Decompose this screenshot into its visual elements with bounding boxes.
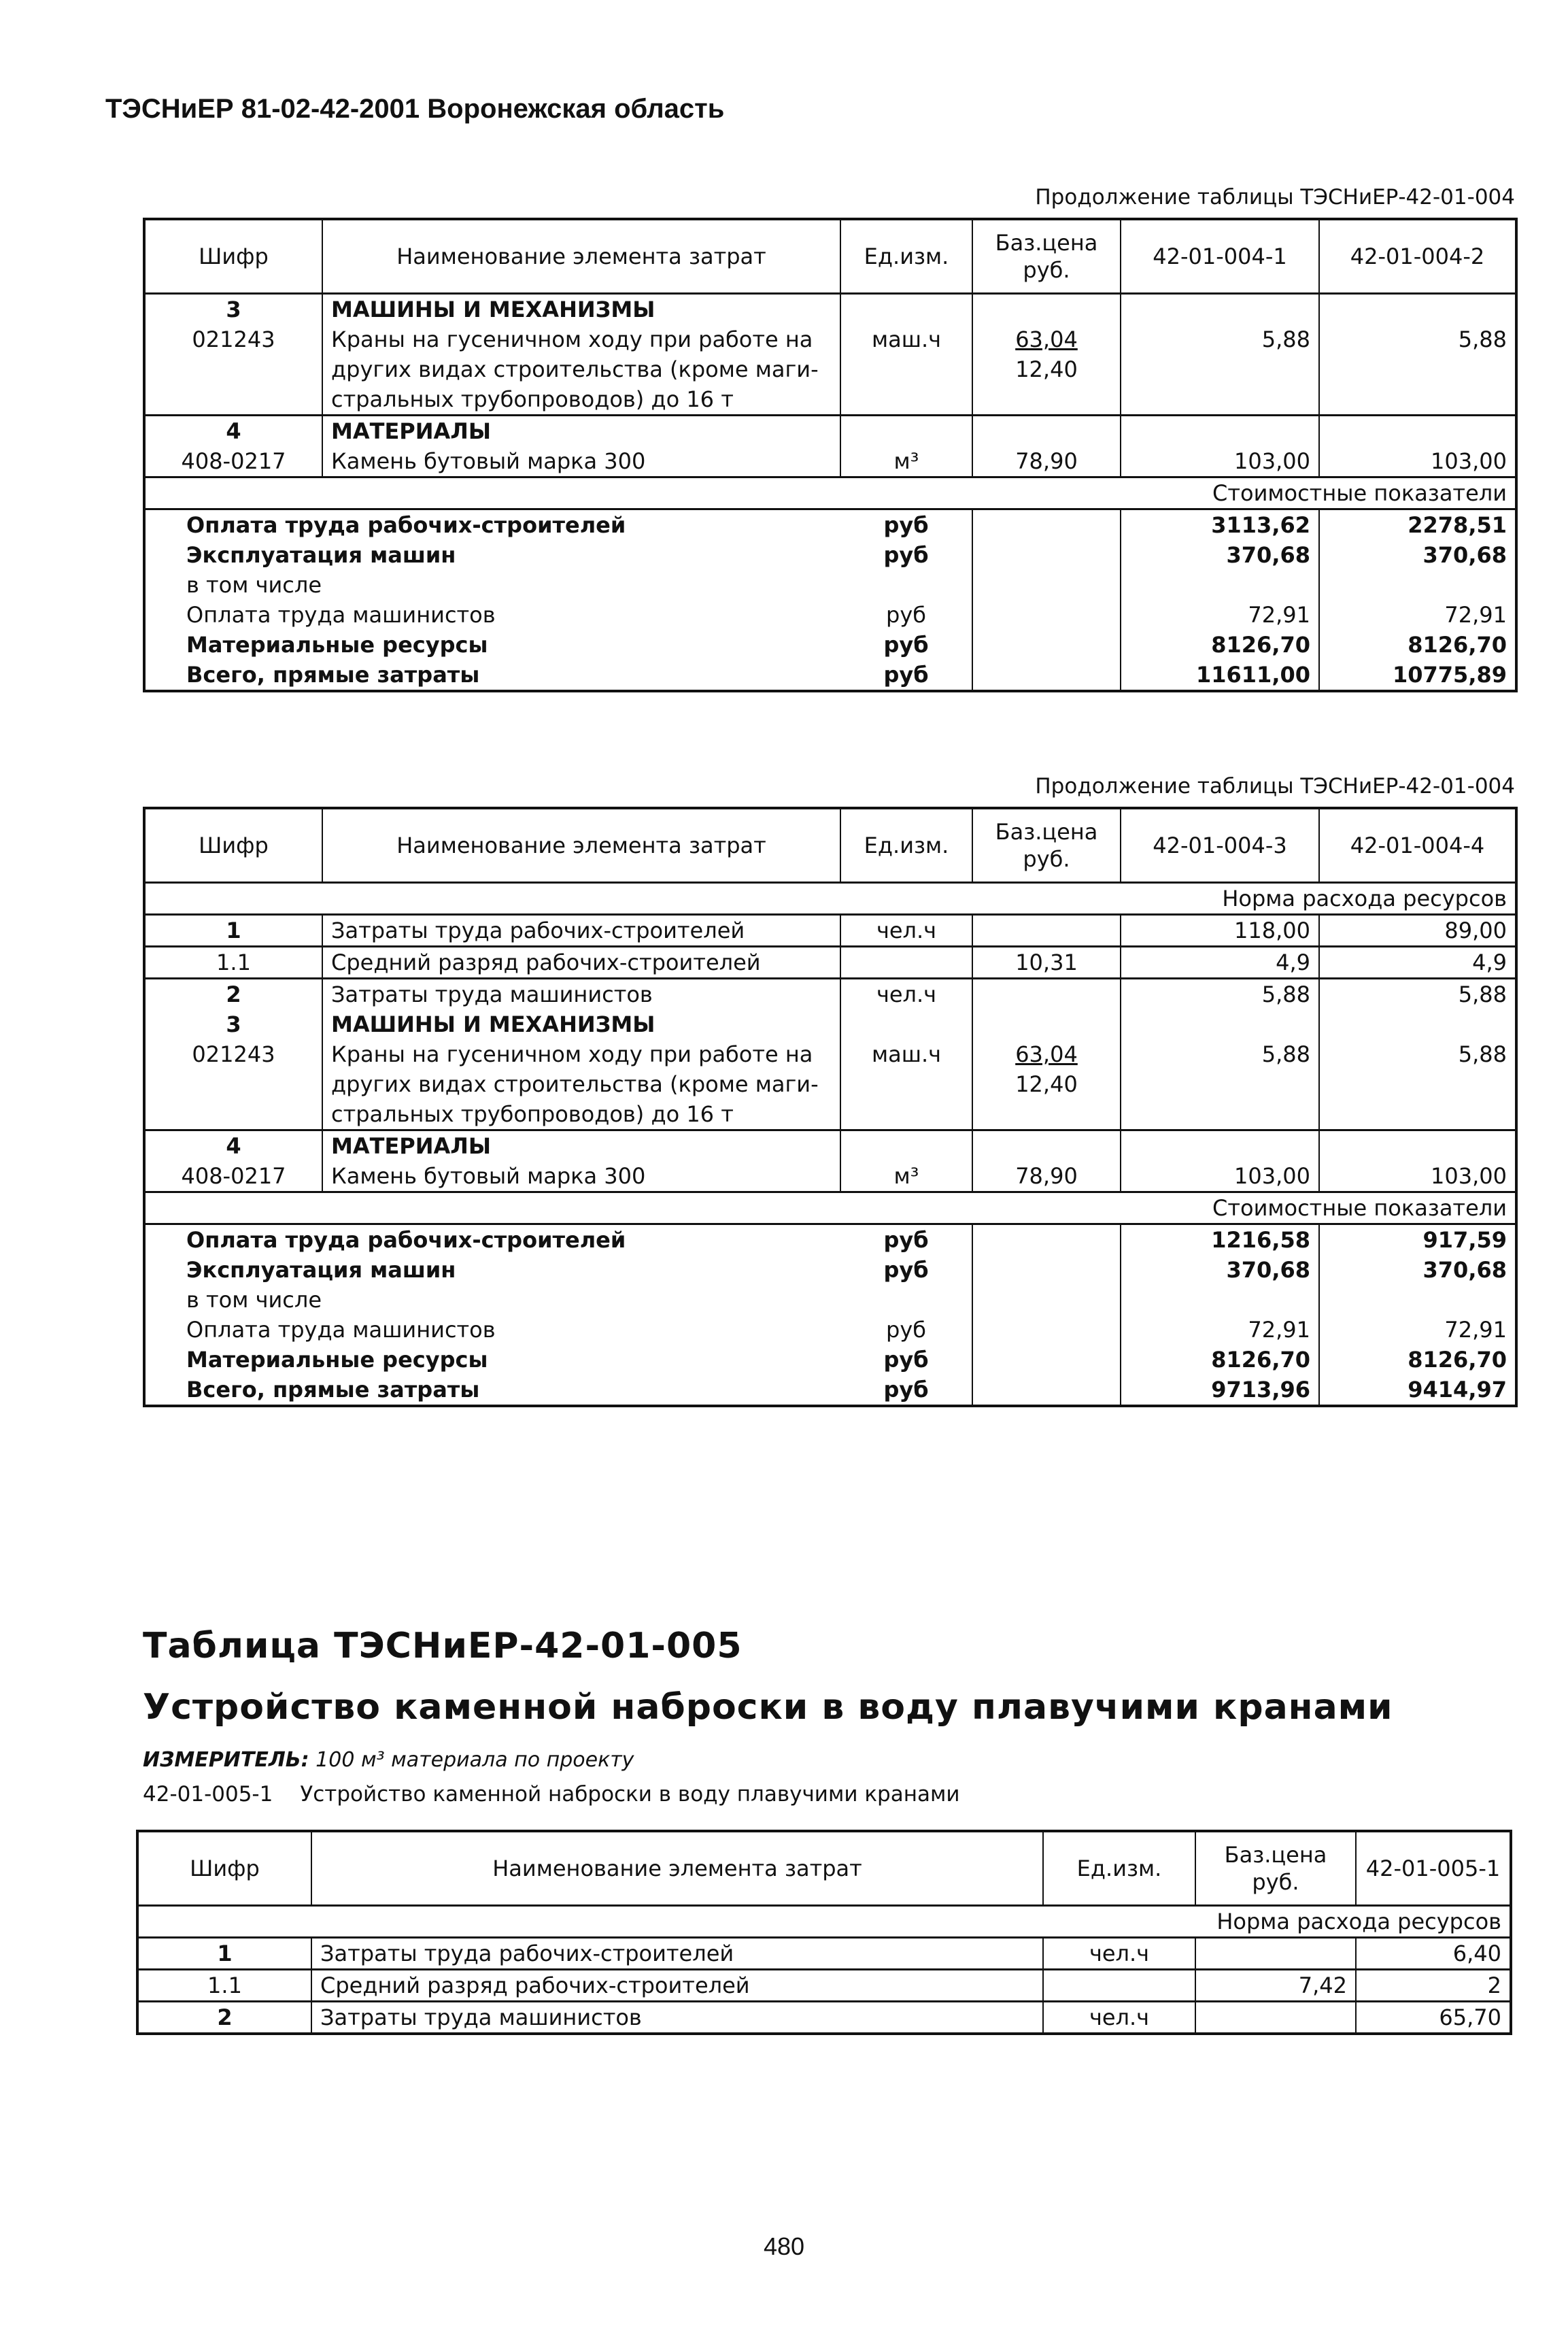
row-unit: м³ xyxy=(840,446,972,477)
row-price-secondary: 12,40 xyxy=(1015,1071,1078,1097)
row-value: 2 xyxy=(1356,1970,1511,2002)
summary-value: 72,91 xyxy=(1121,1315,1319,1345)
summary-value: 72,91 xyxy=(1121,600,1319,630)
summary-row xyxy=(144,1315,1516,1345)
summary-value: 3113,62 xyxy=(1121,509,1319,541)
row-name: Затраты труда рабочих-строителей xyxy=(311,1938,1043,1970)
col-header: Шифр xyxy=(144,808,322,883)
table-row xyxy=(137,1970,1511,2002)
band-label: Стоимостные показатели xyxy=(144,477,1516,509)
row-unit: чел.ч xyxy=(840,915,972,947)
row-price xyxy=(972,915,1121,947)
summary-value: 8126,70 xyxy=(1121,1345,1319,1375)
row-value: 5,88 xyxy=(1121,979,1319,1010)
summary-value: 72,91 xyxy=(1319,600,1516,630)
row-value: 89,00 xyxy=(1319,915,1516,947)
row-price: 78,90 xyxy=(972,1161,1121,1192)
row-unit xyxy=(840,947,972,979)
summary-value: 9713,96 xyxy=(1121,1375,1319,1406)
table-row xyxy=(144,324,1516,416)
summary-label: Всего, прямые затраты xyxy=(144,1375,840,1406)
summary-label: Оплата труда машинистов xyxy=(144,600,840,630)
row-code: 3 xyxy=(144,1009,322,1039)
col-header: 42-01-004-4 xyxy=(1319,808,1516,883)
page-number: 480 xyxy=(763,2232,805,2260)
page-header: ТЭСНиЕР 81-02-42-2001 Воронежская область xyxy=(105,94,725,124)
summary-unit: руб xyxy=(886,1317,926,1343)
row-code: 1 xyxy=(144,915,322,947)
row-unit: чел.ч xyxy=(1043,2002,1195,2034)
row-value: 65,70 xyxy=(1356,2002,1511,2034)
summary-value: 370,68 xyxy=(1319,1255,1516,1285)
summary-row xyxy=(144,630,1516,660)
summary-value: 10775,89 xyxy=(1319,660,1516,691)
row-price xyxy=(1195,2002,1356,2034)
table3 xyxy=(136,1830,1512,2035)
summary-value: 8126,70 xyxy=(1319,1345,1516,1375)
table1-header-row xyxy=(144,219,1516,294)
col-header: Баз.цена руб. xyxy=(972,808,1121,883)
summary-row xyxy=(144,660,1516,691)
table-row xyxy=(144,1009,1516,1039)
summary-unit: руб xyxy=(883,512,929,538)
row-price: 10,31 xyxy=(972,947,1121,979)
section-code: 42-01-005-1 xyxy=(143,1782,273,1807)
summary-value: 8126,70 xyxy=(1319,630,1516,660)
summary-label: Эксплуатация машин xyxy=(144,1255,840,1285)
col-header: Ед.изм. xyxy=(1043,1831,1195,1906)
row-name: МАШИНЫ И МЕХАНИЗМЫ xyxy=(322,294,840,325)
table-row xyxy=(144,1039,1516,1130)
table2-continuation: Продолжение таблицы ТЭСНиЕР-42-01-004 xyxy=(1035,774,1515,799)
summary-row xyxy=(144,509,1516,541)
band-row xyxy=(137,1906,1511,1938)
row-value: 5,88 xyxy=(1121,1039,1319,1130)
row-price xyxy=(972,979,1121,1010)
row-name: Камень бутовый марка 300 xyxy=(322,446,840,477)
row-value: 5,88 xyxy=(1319,1039,1516,1130)
col-header: Ед.изм. xyxy=(840,808,972,883)
row-price: 7,42 xyxy=(1195,1970,1356,2002)
band-label: Стоимостные показатели xyxy=(144,1192,1516,1224)
row-name: Средний разряд рабочих-строителей xyxy=(322,947,840,979)
summary-row xyxy=(144,1375,1516,1406)
summary-unit: руб xyxy=(886,602,926,628)
row-code: 021243 xyxy=(144,1039,322,1130)
table1 xyxy=(143,218,1518,692)
summary-row xyxy=(144,540,1516,570)
section-code-desc: Устройство каменной наброски в воду плавучими кранами xyxy=(300,1782,960,1807)
row-code: 1.1 xyxy=(144,947,322,979)
table-row xyxy=(144,294,1516,325)
row-price-secondary: 12,40 xyxy=(1015,356,1078,382)
summary-row xyxy=(144,1285,1516,1315)
col-header: Наименование элемента затрат xyxy=(311,1831,1043,1906)
row-name: Камень бутовый марка 300 xyxy=(322,1161,840,1192)
table2-header-row xyxy=(144,808,1516,883)
row-name: МАТЕРИАЛЫ xyxy=(322,1130,840,1162)
table-row xyxy=(144,416,1516,447)
row-code: 021243 xyxy=(144,324,322,416)
row-code: 4 xyxy=(144,416,322,447)
row-value: 4,9 xyxy=(1319,947,1516,979)
row-unit: м³ xyxy=(840,1161,972,1192)
col-header: Баз.цена руб. xyxy=(1195,1831,1356,1906)
summary-value: 370,68 xyxy=(1121,1255,1319,1285)
row-value: 5,88 xyxy=(1121,324,1319,416)
band-row xyxy=(144,883,1516,915)
row-price: 63,04 xyxy=(1015,1041,1078,1067)
section-meter xyxy=(143,1748,634,1772)
summary-label: Оплата труда рабочих-строителей xyxy=(144,1224,840,1256)
summary-row xyxy=(144,600,1516,630)
row-name: Краны на гусеничном ходу при работе на других видах строительства (кроме маги-стральных трубопроводов) до 16 т xyxy=(322,324,840,416)
summary-row xyxy=(144,1345,1516,1375)
col-header: 42-01-004-1 xyxy=(1121,219,1319,294)
row-code: 3 xyxy=(144,294,322,325)
row-name: Затраты труда машинистов xyxy=(311,2002,1043,2034)
row-unit: маш.ч xyxy=(840,324,972,416)
col-header: 42-01-004-3 xyxy=(1121,808,1319,883)
summary-label: Материальные ресурсы xyxy=(144,630,840,660)
summary-unit: руб xyxy=(883,542,929,568)
summary-row xyxy=(144,570,1516,600)
band-row xyxy=(144,477,1516,509)
col-header: Наименование элемента затрат xyxy=(322,808,840,883)
col-header: Наименование элемента затрат xyxy=(322,219,840,294)
row-value: 6,40 xyxy=(1356,1938,1511,1970)
row-name: Краны на гусеничном ходу при работе на других видах строительства (кроме маги-стральных трубопроводов) до 16 т xyxy=(322,1039,840,1130)
band-label: Норма расхода ресурсов xyxy=(137,1906,1511,1938)
col-header: Шифр xyxy=(144,219,322,294)
col-header: 42-01-004-2 xyxy=(1319,219,1516,294)
summary-label: Эксплуатация машин xyxy=(144,540,840,570)
table-row xyxy=(144,979,1516,1010)
table-row xyxy=(144,446,1516,477)
row-unit: чел.ч xyxy=(840,979,972,1010)
table-row xyxy=(144,947,1516,979)
section-subtitle: Устройство каменной наброски в воду плавучими кранами xyxy=(143,1687,1393,1728)
table-row xyxy=(137,1938,1511,1970)
row-value: 5,88 xyxy=(1319,979,1516,1010)
row-name: МАТЕРИАЛЫ xyxy=(322,416,840,447)
row-code: 4 xyxy=(144,1130,322,1162)
summary-row xyxy=(144,1224,1516,1256)
row-code: 2 xyxy=(144,979,322,1010)
row-value: 5,88 xyxy=(1319,324,1516,416)
row-value: 103,00 xyxy=(1319,446,1516,477)
summary-value: 370,68 xyxy=(1121,540,1319,570)
table1-continuation: Продолжение таблицы ТЭСНиЕР-42-01-004 xyxy=(1035,185,1515,209)
col-header: Шифр xyxy=(137,1831,311,1906)
summary-row xyxy=(144,1255,1516,1285)
meter-value: 100 м³ материала по проекту xyxy=(316,1748,634,1772)
summary-label: Материальные ресурсы xyxy=(144,1345,840,1375)
table-row xyxy=(144,915,1516,947)
row-code: 1.1 xyxy=(137,1970,311,2002)
table3-header-row xyxy=(137,1831,1511,1906)
summary-value: 9414,97 xyxy=(1319,1375,1516,1406)
row-price xyxy=(1195,1938,1356,1970)
row-value: 103,00 xyxy=(1121,1161,1319,1192)
row-price: 78,90 xyxy=(972,446,1121,477)
col-header: Баз.цена руб. xyxy=(972,219,1121,294)
section-code-line xyxy=(143,1782,960,1807)
meter-label: ИЗМЕРИТЕЛЬ: xyxy=(143,1748,309,1772)
summary-value: 370,68 xyxy=(1319,540,1516,570)
summary-unit: руб xyxy=(883,1227,929,1253)
summary-label: в том числе xyxy=(144,1285,840,1315)
band-row xyxy=(144,1192,1516,1224)
row-unit: чел.ч xyxy=(1043,1938,1195,1970)
summary-label: Оплата труда рабочих-строителей xyxy=(144,509,840,541)
band-label: Норма расхода ресурсов xyxy=(144,883,1516,915)
summary-unit: руб xyxy=(883,1257,929,1283)
summary-label: в том числе xyxy=(144,570,840,600)
summary-unit: руб xyxy=(840,660,972,691)
row-unit xyxy=(1043,1970,1195,2002)
summary-value: 8126,70 xyxy=(1121,630,1319,660)
table-row xyxy=(144,1130,1516,1162)
section-table-title: Таблица ТЭСНиЕР-42-01-005 xyxy=(143,1626,743,1666)
summary-value: 11611,00 xyxy=(1121,660,1319,691)
row-unit: маш.ч xyxy=(840,1039,972,1130)
col-header: Ед.изм. xyxy=(840,219,972,294)
row-value: 118,00 xyxy=(1121,915,1319,947)
row-code: 408-0217 xyxy=(144,1161,322,1192)
row-value: 103,00 xyxy=(1319,1161,1516,1192)
summary-value: 1216,58 xyxy=(1121,1224,1319,1256)
row-code: 408-0217 xyxy=(144,446,322,477)
row-code: 1 xyxy=(137,1938,311,1970)
row-code: 2 xyxy=(137,2002,311,2034)
summary-label: Всего, прямые затраты xyxy=(144,660,840,691)
summary-label: Оплата труда машинистов xyxy=(144,1315,840,1345)
row-name: МАШИНЫ И МЕХАНИЗМЫ xyxy=(322,1009,840,1039)
summary-value: 72,91 xyxy=(1319,1315,1516,1345)
row-price: 63,04 xyxy=(1015,326,1078,352)
summary-unit: руб xyxy=(883,632,929,658)
row-name: Средний разряд рабочих-строителей xyxy=(311,1970,1043,2002)
col-header: 42-01-005-1 xyxy=(1356,1831,1511,1906)
summary-unit: руб xyxy=(883,1347,929,1373)
row-value: 4,9 xyxy=(1121,947,1319,979)
row-name: Затраты труда рабочих-строителей xyxy=(322,915,840,947)
row-value: 103,00 xyxy=(1121,446,1319,477)
table2 xyxy=(143,807,1518,1407)
table-row xyxy=(137,2002,1511,2034)
row-name: Затраты труда машинистов xyxy=(322,979,840,1010)
summary-value: 917,59 xyxy=(1319,1224,1516,1256)
summary-value: 2278,51 xyxy=(1319,509,1516,541)
summary-unit: руб xyxy=(840,1375,972,1406)
table-row xyxy=(144,1161,1516,1192)
